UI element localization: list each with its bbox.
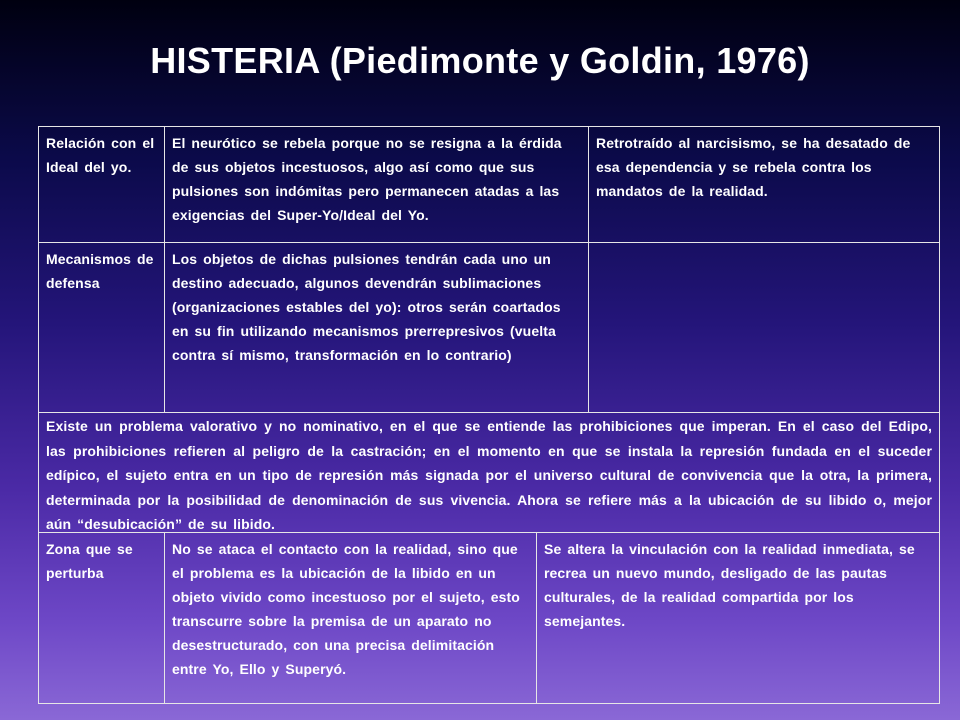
comparison-table (38, 126, 940, 704)
row-label-ideal-del-yo: Relación con el Ideal del yo. (39, 127, 165, 243)
row-mecanismos-col2: Los objetos de dichas pulsiones tendrán cada uno un destino adecuado, algunos devendrán sublimaciones (organizaciones estables del yo): otros serán coartados en su fin utilizando mecanismos prerrepresivos (vuelta contra sí mismo, transformación en lo contrario) (165, 243, 589, 413)
row-zona-col3: Se altera la vinculación con la realidad inmediata, se recrea un nuevo mundo, desligado de las pautas culturales, de la realidad compartida por los semejantes. (544, 541, 915, 629)
row-mecanismos-col3 (589, 243, 939, 413)
full-width-paragraph: Existe un problema valorativo y no nominativo, en el que se entiende las prohibiciones que imperan. En el caso del Edipo, las prohibiciones refieren al peligro de la castración; en el momento en que se instala la represión fundada en el suceder edípico, el sujeto entra en un tipo de represión más signada por el universo cultural de convivencia que la otra, la primera, determinada por la posibilidad de denominación de sus vivencia. Ahora se refiere más a la ubicación de su libido o, mejor aún “desubicación” de su libido. (39, 413, 939, 533)
row-label-mecanismos: Mecanismos de defensa (39, 243, 165, 413)
row-label-zona: Zona que se perturba (39, 533, 165, 703)
slide-title: HISTERIA (Piedimonte y Goldin, 1976) (150, 40, 810, 81)
row-zona-col2: No se ataca el contacto con la realidad, sino que el problema es la ubicación de la libido en un objeto vivido como incestuoso por el sujeto, esto transcurre sobre la premisa de un aparato no desestructurado, con una precisa delimitación entre Yo, Ello y Superyó. (165, 533, 537, 703)
row-ideal-col3: Retrotraído al narcisismo, se ha desatado de esa dependencia y se rebela contra los mandatos de la realidad. (589, 127, 939, 243)
row-ideal-col2: El neurótico se rebela porque no se resigna a la érdida de sus objetos incestuosos, algo así como que sus pulsiones son indómitas pero permanecen atadas a las exigencias del Super-Yo/Ideal del Yo. (165, 127, 589, 243)
